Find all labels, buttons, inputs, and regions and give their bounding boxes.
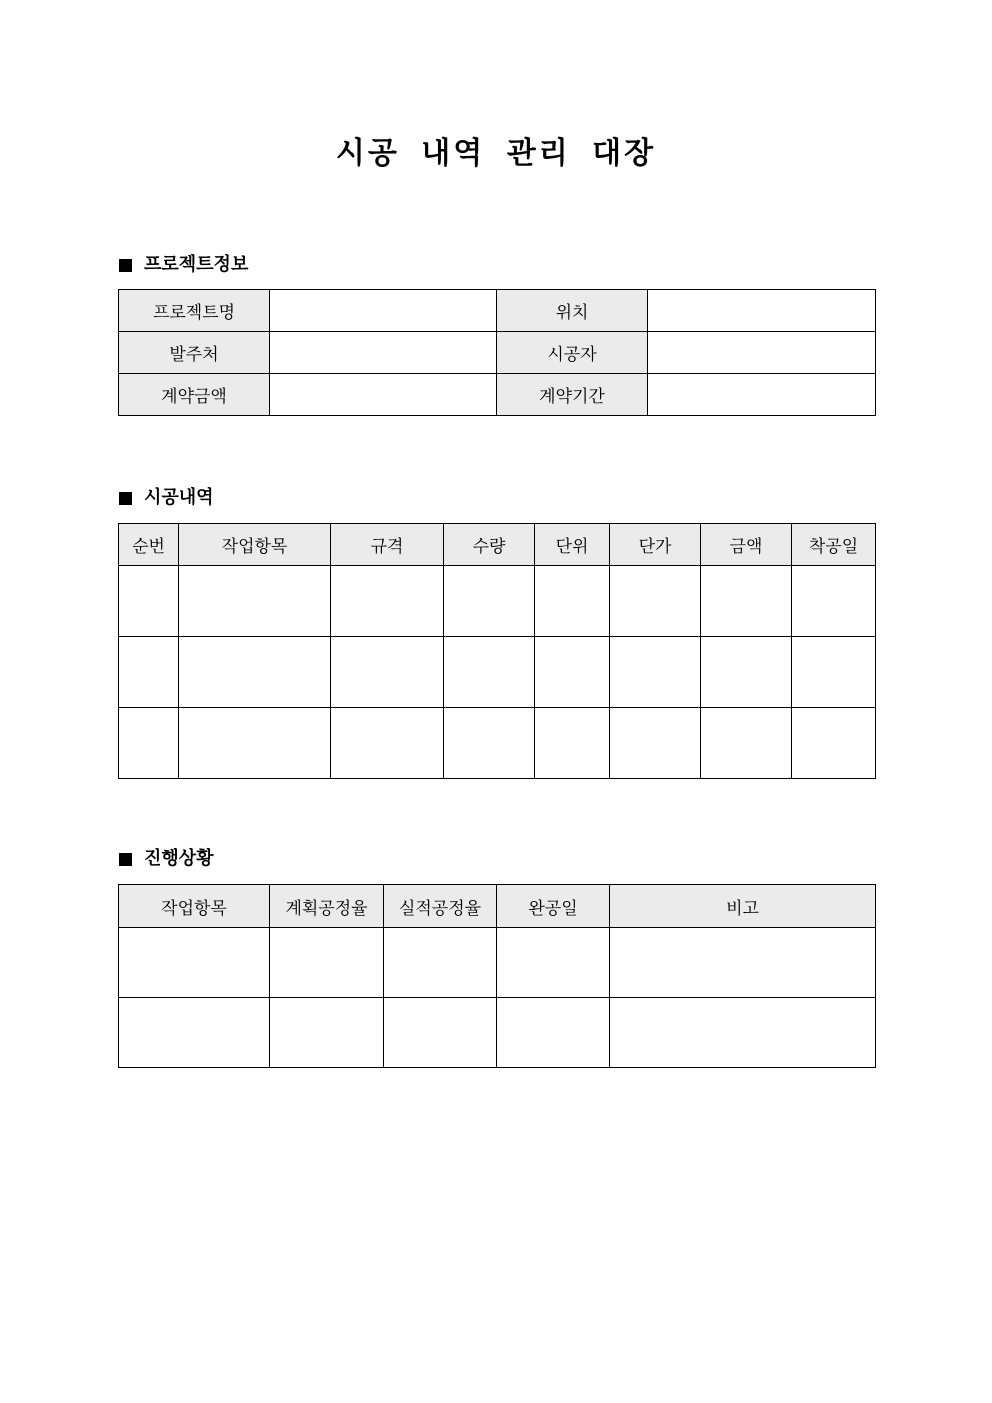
project-info-table bbox=[118, 289, 876, 416]
field-value-contract-amount[interactable] bbox=[270, 374, 497, 416]
table-cell[interactable] bbox=[444, 708, 535, 779]
table-cell[interactable] bbox=[331, 566, 444, 637]
table-row bbox=[119, 374, 876, 416]
table-row bbox=[119, 566, 876, 637]
table-cell[interactable] bbox=[119, 928, 270, 998]
square-bullet-icon bbox=[119, 492, 132, 505]
table-cell[interactable] bbox=[497, 998, 610, 1068]
column-header: 완공일 bbox=[497, 885, 610, 928]
field-label: 계약금액 bbox=[119, 374, 270, 416]
table-cell[interactable] bbox=[384, 998, 497, 1068]
table-cell[interactable] bbox=[179, 708, 331, 779]
table-cell[interactable] bbox=[179, 566, 331, 637]
section-heading-label: 프로젝트정보 bbox=[144, 254, 249, 275]
table-row bbox=[119, 998, 876, 1068]
column-header: 작업항목 bbox=[119, 885, 270, 928]
table-cell[interactable] bbox=[535, 637, 610, 708]
table-row bbox=[119, 928, 876, 998]
table-row bbox=[119, 637, 876, 708]
column-header: 수량 bbox=[444, 524, 535, 566]
column-header: 작업항목 bbox=[179, 524, 331, 566]
column-header: 실적공정율 bbox=[384, 885, 497, 928]
table-cell[interactable] bbox=[792, 637, 876, 708]
column-header: 규격 bbox=[331, 524, 444, 566]
field-label: 계약기간 bbox=[497, 374, 648, 416]
table-cell[interactable] bbox=[270, 998, 384, 1068]
table-cell[interactable] bbox=[701, 566, 792, 637]
section-heading-work-details bbox=[119, 486, 214, 510]
column-header: 금액 bbox=[701, 524, 792, 566]
field-value-location[interactable] bbox=[648, 290, 876, 332]
section-heading-progress bbox=[119, 847, 214, 871]
document-title: 시공 내역 관리 대장 bbox=[335, 136, 657, 171]
field-value-contract-period[interactable] bbox=[648, 374, 876, 416]
table-cell[interactable] bbox=[270, 928, 384, 998]
table-cell[interactable] bbox=[610, 637, 701, 708]
table-cell[interactable] bbox=[792, 566, 876, 637]
table-header-row bbox=[119, 885, 876, 928]
column-header: 비고 bbox=[610, 885, 876, 928]
field-label: 프로젝트명 bbox=[119, 290, 270, 332]
table-cell[interactable] bbox=[119, 998, 270, 1068]
field-value-client[interactable] bbox=[270, 332, 497, 374]
field-label: 시공자 bbox=[497, 332, 648, 374]
work-details-table bbox=[118, 523, 876, 779]
column-header: 순번 bbox=[119, 524, 179, 566]
field-value-contractor[interactable] bbox=[648, 332, 876, 374]
table-cell[interactable] bbox=[497, 928, 610, 998]
table-cell[interactable] bbox=[444, 566, 535, 637]
table-cell[interactable] bbox=[535, 566, 610, 637]
column-header: 착공일 bbox=[792, 524, 876, 566]
field-label: 위치 bbox=[497, 290, 648, 332]
square-bullet-icon bbox=[119, 853, 132, 866]
column-header: 단가 bbox=[610, 524, 701, 566]
table-row bbox=[119, 290, 876, 332]
table-header-row bbox=[119, 524, 876, 566]
table-cell[interactable] bbox=[701, 637, 792, 708]
table-cell[interactable] bbox=[179, 637, 331, 708]
column-header: 계획공정율 bbox=[270, 885, 384, 928]
section-heading-label: 진행상황 bbox=[144, 848, 214, 869]
field-value-project-name[interactable] bbox=[270, 290, 497, 332]
table-row bbox=[119, 332, 876, 374]
table-cell[interactable] bbox=[444, 637, 535, 708]
table-cell[interactable] bbox=[792, 708, 876, 779]
table-cell[interactable] bbox=[535, 708, 610, 779]
table-row bbox=[119, 708, 876, 779]
section-heading-project-info bbox=[119, 253, 248, 277]
section-heading-label: 시공내역 bbox=[144, 487, 214, 508]
table-cell[interactable] bbox=[701, 708, 792, 779]
table-cell[interactable] bbox=[610, 566, 701, 637]
field-label: 발주처 bbox=[119, 332, 270, 374]
progress-table bbox=[118, 884, 876, 1068]
square-bullet-icon bbox=[119, 259, 132, 272]
table-cell[interactable] bbox=[610, 708, 701, 779]
table-cell[interactable] bbox=[119, 566, 179, 637]
table-cell[interactable] bbox=[331, 637, 444, 708]
table-cell[interactable] bbox=[119, 637, 179, 708]
table-cell[interactable] bbox=[610, 998, 876, 1068]
table-cell[interactable] bbox=[331, 708, 444, 779]
table-cell[interactable] bbox=[119, 708, 179, 779]
table-cell[interactable] bbox=[610, 928, 876, 998]
column-header: 단위 bbox=[535, 524, 610, 566]
table-cell[interactable] bbox=[384, 928, 497, 998]
